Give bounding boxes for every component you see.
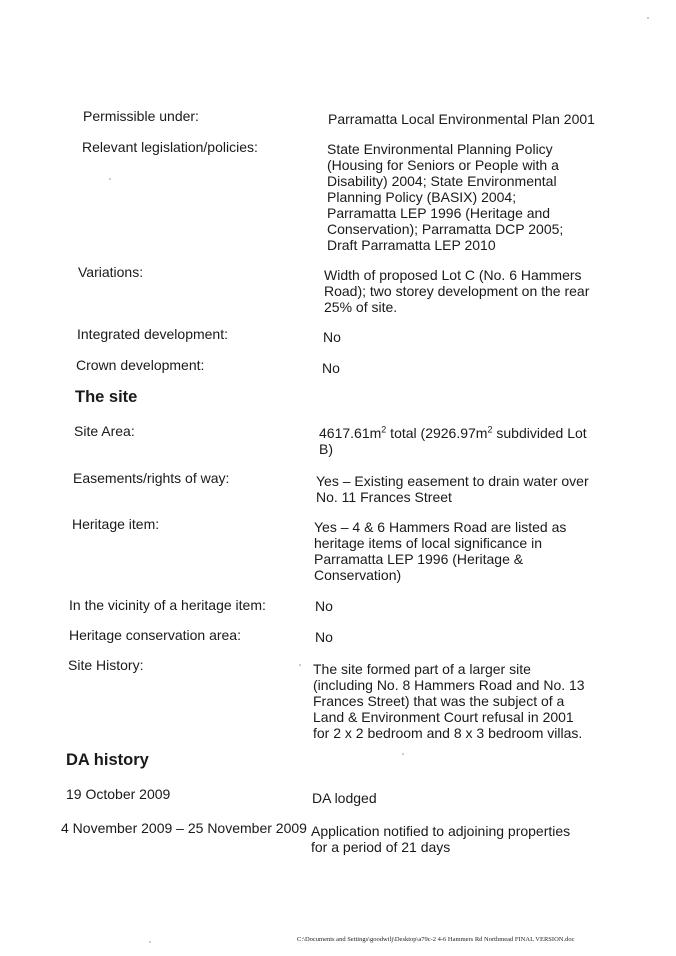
value-crown-development: No [322,360,340,376]
label-site-area: Site Area: [74,423,135,439]
value-variations: Width of proposed Lot C (No. 6 Hammers Road); two storey development on the rear 25% of site. [324,267,590,315]
value-permissible-under: Parramatta Local Environmental Plan 2001 [328,111,595,127]
label-heritage-conservation-area: Heritage conservation area: [69,627,241,643]
label-crown-development: Crown development: [76,357,205,373]
label-site-history: Site History: [68,657,144,673]
da-history-date: 19 October 2009 [66,786,171,802]
label-variations: Variations: [78,264,144,280]
scan-speck [647,17,649,19]
value-heritage-conservation-area: No [315,629,333,645]
scan-speck [402,753,404,755]
value-site-area: $4617.61m^2$ total ($2926.97m^2$ subdivided Lot B) [319,424,587,457]
label-integrated-development: Integrated development: [77,326,228,342]
value-site-history: The site formed part of a larger site (including No. 8 Hammers Road and No. 13 Frances Street) that was the subject of a Land & Environment Court refusal in 2001 for 2 x 2 bedroom and 8 x 3 bedroom villas. [313,661,585,741]
value-easements: Yes – Existing easement to drain water over No. 11 Frances Street [316,473,589,505]
section-heading-da-history: DA history [66,751,149,769]
label-permissible-under: Permissible under: [83,108,199,124]
scan-speck [299,664,301,666]
value-relevant-legislation: State Environmental Planning Policy (Housing for Seniors or People with a Disability) 2004; State Environmental Planning Policy (BASIX) 2004; Parramatta LEP 1996 (Heritage and Conservation); Parramatta DCP 2005; Draft Parramatta LEP 2010 [327,141,564,253]
value-integrated-development: No [323,329,341,345]
label-vicinity-heritage: In the vicinity of a heritage item: [69,597,266,613]
scan-speck [109,178,111,180]
footer-file-path: C:\Documents and Settings\goodwilj\Desktop\a79c-2 4-6 Hammers Rd Northmead FINAL VERSION.doc [297,936,575,943]
da-history-event: Application notified to adjoining properties for a period of 21 days [311,823,571,855]
value-vicinity-heritage: No [315,598,333,614]
da-history-date: 4 November 2009 – 25 November 2009 [61,820,307,836]
label-relevant-legislation: Relevant legislation/policies: [82,139,258,155]
da-history-event: DA lodged [312,790,377,806]
label-heritage-item: Heritage item: [72,516,160,532]
value-heritage-item: Yes – 4 & 6 Hammers Road are listed as heritage items of local significance in Parramatta LEP 1996 (Heritage & Conservation) [314,519,567,583]
section-heading-the-site: The site [75,388,138,406]
label-easements: Easements/rights of way: [73,470,230,486]
scan-speck [149,941,151,943]
